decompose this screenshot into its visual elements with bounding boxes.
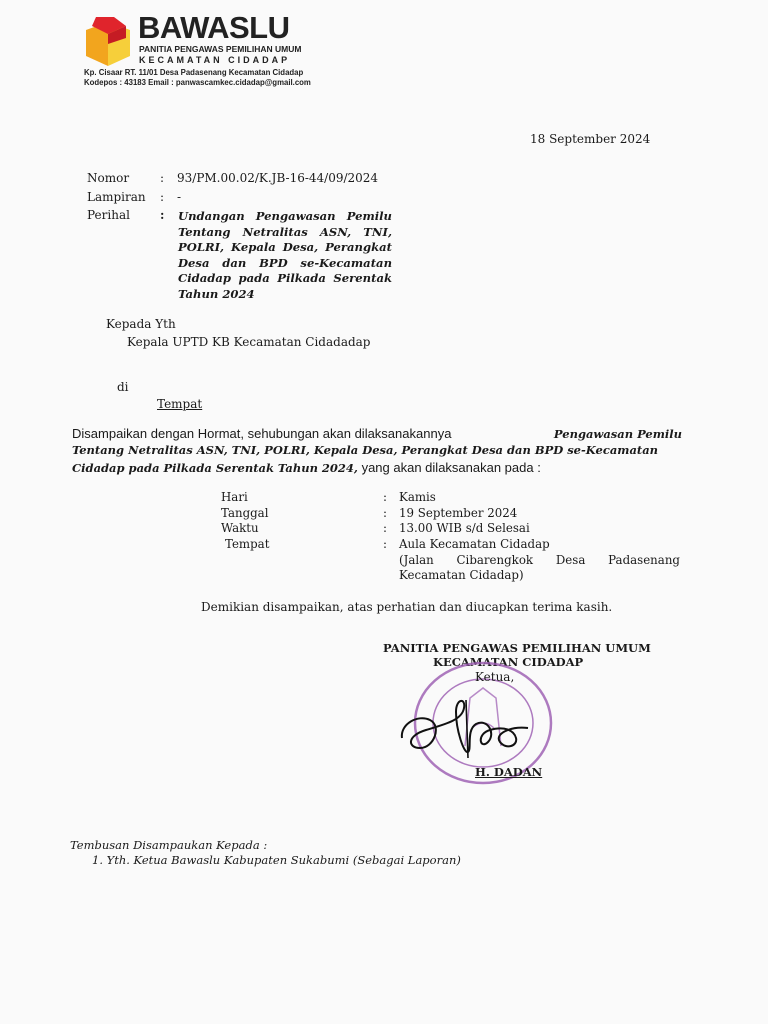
body-tail: yang akan dilaksanakan pada : <box>361 460 541 475</box>
nomor-value: 93/PM.00.02/K.JB-16-44/09/2024 <box>177 171 379 185</box>
location-word: (Jalan <box>399 553 434 567</box>
recipient-place: Tempat <box>157 397 203 411</box>
signatory-role: Ketua, <box>475 670 515 684</box>
signatory-org-2: KECAMATAN CIDADAP <box>433 655 584 669</box>
address-line-2: Kodepos : 43183 Email : panwascamkec.cidadap@gmail.com <box>84 78 311 87</box>
closing-sentence: Demikian disampaikan, atas perhatian dan diucapkan terima kasih. <box>201 600 613 614</box>
recipient-greeting: Kepada Yth <box>106 317 176 331</box>
lampiran-label: Lampiran <box>87 190 146 204</box>
cc-item: 1. Yth. Ketua Bawaslu Kabupaten Sukabumi (Sebagai Laporan) <box>92 853 461 867</box>
letter-date: 18 September 2024 <box>530 132 651 146</box>
perihal-line: Tahun 2024 <box>178 286 255 301</box>
recipient-name: Kepala UPTD KB Kecamatan Cidadadap <box>127 335 371 349</box>
perihal-line: Desa dan BPD se-Kecamatan <box>178 255 392 270</box>
body-emphasis-3: Cidadap pada Pilkada Serentak Tahun 2024, <box>72 461 358 475</box>
org-subtitle-2: KECAMATAN CIDADAP <box>139 55 291 65</box>
tempat-label: Tempat <box>225 537 270 551</box>
hari-value: Kamis <box>399 490 436 504</box>
perihal-colon: : <box>160 208 165 222</box>
location-word: Cibarengkok <box>456 553 534 567</box>
bawaslu-logo-icon <box>84 14 134 70</box>
org-name: BAWASLU <box>138 10 290 45</box>
lampiran-value: - <box>177 190 182 204</box>
waktu-colon: : <box>383 521 387 535</box>
hari-label: Hari <box>221 490 248 504</box>
signatory-name: H. DADAN <box>475 765 543 779</box>
perihal-line: Cidadap pada Pilkada Serentak <box>178 271 392 285</box>
nomor-label: Nomor <box>87 171 130 185</box>
perihal-value <box>178 209 392 302</box>
perihal-line: Tentang Netralitas ASN, TNI, <box>178 224 392 239</box>
body-emphasis-1: Pengawasan Pemilu <box>553 427 682 441</box>
handwritten-signature-icon <box>396 690 536 760</box>
body-emphasis-2: Tentang Netralitas ASN, TNI, POLRI, Kepala Desa, Perangkat Desa dan BPD se-Kecamatan <box>72 443 659 457</box>
waktu-value: 13.00 WIB s/d Selesai <box>399 521 530 535</box>
perihal-line: Undangan Pengawasan Pemilu <box>178 209 392 223</box>
waktu-label: Waktu <box>221 521 259 535</box>
perihal-line: POLRI, Kepala Desa, Perangkat <box>178 240 392 254</box>
tanggal-label: Tanggal <box>221 506 269 520</box>
nomor-colon: : <box>160 171 165 185</box>
tanggal-value: 19 September 2024 <box>399 506 518 520</box>
tempat-value: Aula Kecamatan Cidadap <box>399 537 550 551</box>
cc-title: Tembusan Disampaukan Kepada : <box>70 838 268 852</box>
address-line-1: Kp. Cisaar RT. 11/01 Desa Padasenang Kecamatan Cidadap <box>84 68 304 77</box>
tempat-colon: : <box>383 537 387 551</box>
location-word: Padasenang <box>608 553 680 567</box>
location-line-2: Kecamatan Cidadap) <box>399 568 524 582</box>
hari-colon: : <box>383 490 387 504</box>
perihal-label: Perihal <box>87 208 130 222</box>
signatory-org-1: PANITIA PENGAWAS PEMILIHAN UMUM <box>383 641 651 655</box>
org-subtitle-1: PANITIA PENGAWAS PEMILIHAN UMUM <box>139 44 302 54</box>
tanggal-colon: : <box>383 506 387 520</box>
location-line <box>399 553 680 567</box>
location-word: Desa <box>555 553 586 567</box>
lampiran-colon: : <box>160 190 165 204</box>
recipient-di: di <box>117 380 129 394</box>
body-intro: Disampaikan dengan Hormat, sehubungan akan dilaksanakannya <box>72 426 452 441</box>
